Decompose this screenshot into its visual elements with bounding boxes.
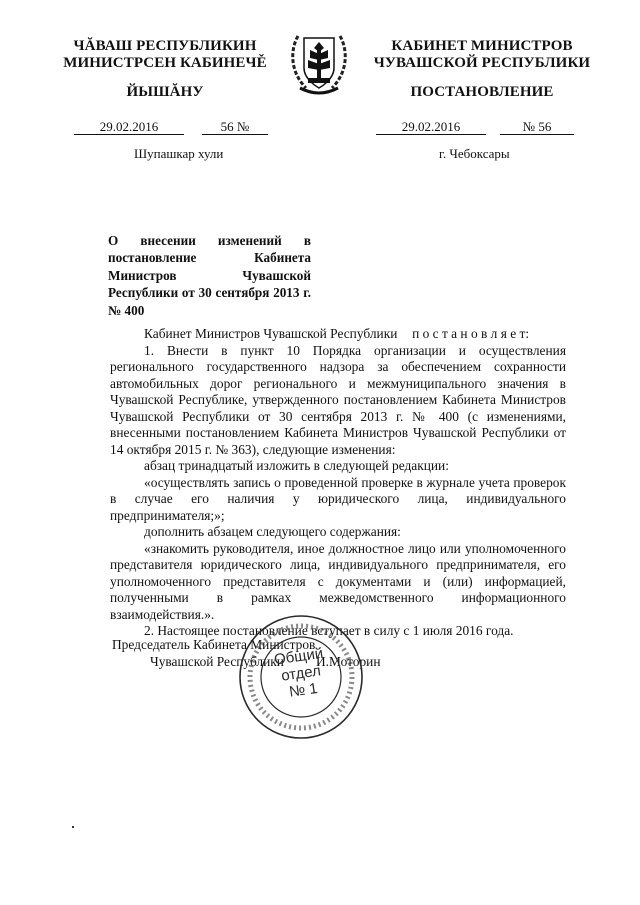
paragraph-2: абзац тринадцатый изложить в следующей редакции: (144, 458, 449, 473)
header-right-line2: ЧУВАШСКОЙ РЕСПУБЛИКИ (373, 55, 591, 71)
right-date: 29.02.2016 (376, 120, 486, 135)
right-date-number-row (376, 118, 586, 136)
signatory-name: И.Моторин (316, 654, 381, 669)
paragraph-4: дополнить абзацем следующего содержания: (144, 524, 401, 539)
left-date: 29.02.2016 (74, 120, 184, 135)
left-date-number-row (74, 118, 274, 136)
paragraph-5: «знакомить руководителя, иное должностное лицо или уполномоченного представителя юридического лица, индивидуального предпринимателя, его уполномоченного представителя с документами и (или) информацией, полученными в рамках межведомственного информационного взаимодействия.». (110, 540, 566, 622)
stamp-text-line3: № 1 (288, 679, 319, 701)
right-number: № 56 (500, 120, 574, 135)
scan-dot (72, 826, 74, 828)
right-place: г. Чебоксары (439, 146, 510, 161)
coat-of-arms-emblem (286, 28, 352, 96)
left-number: 56 № (202, 120, 268, 135)
document-body (110, 326, 566, 640)
intro-text: Кабинет Министров Чувашской Республики (144, 326, 398, 341)
stamp-text-line1: Общий (273, 644, 325, 669)
left-place: Шупашкар хули (134, 146, 224, 161)
paragraph-1: 1. Внести в пункт 10 Порядка организации и осуществления регионального государственного надзора за обеспечением сохранности автомобильных дорог регионального и межмуниципального значения в Чувашской Республике, утвержденного постановлением Кабинета Министров Чувашской Республики от 30 сентября 2013 г. № 400 (с изменениями, внесенными постановлением Кабинета Министров Чувашской Республики от 14 октября 2015 г. № 363), следующие изменения: (110, 342, 566, 457)
header-right-doc-type: ПОСТАНОВЛЕНИЕ (410, 84, 554, 100)
decree-word: п о с т а н о в л я е т: (412, 326, 530, 341)
official-stamp (236, 612, 366, 742)
header-left-line2: МИНИСТРСЕН КАБИНЕЧĚ (63, 55, 267, 71)
header-left-line1: ЧĂВАШ РЕСПУБЛИКИН (73, 38, 257, 54)
paragraph-6: 2. Настоящее постановление вступает в силу с 1 июля 2016 года. (144, 623, 514, 638)
signature-position-line2: Чувашской Республики (150, 654, 284, 669)
header-right-line1: КАБИНЕТ МИНИСТРОВ (391, 38, 573, 54)
header-left-doc-type: ЙЫШĂНУ (126, 84, 204, 100)
intro-line (110, 326, 566, 343)
signature-position-line1: Председатель Кабинета Министров (112, 637, 316, 652)
paragraph-3: «осуществлять запись о проведенной проверке в журнале учета проверок в случае его наличия у юридического лица, индивидуального предпринимателя;»; (110, 474, 566, 523)
document-title: О внесении изменений в постановление Кабинета Министров Чувашской Республики от 30 сентября 2013 г. № 400 (108, 233, 311, 318)
stamp-text-line2: отдел (280, 662, 322, 685)
